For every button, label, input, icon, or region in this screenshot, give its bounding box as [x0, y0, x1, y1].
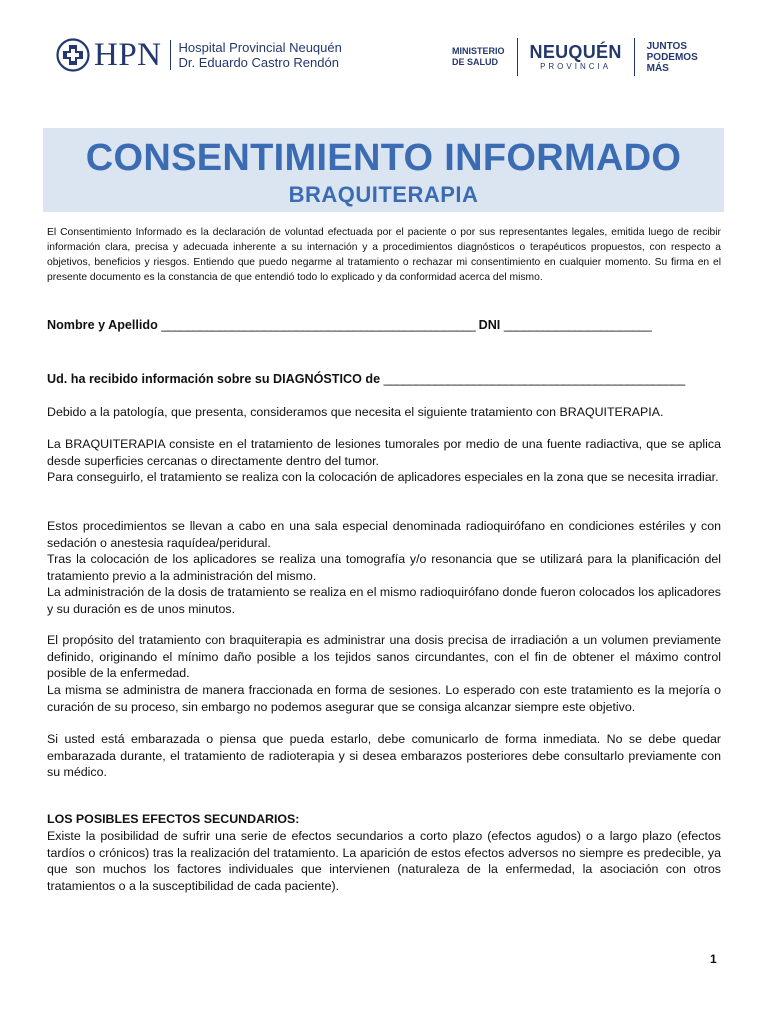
document-title: CONSENTIMIENTO INFORMADO — [85, 137, 682, 179]
dni-field[interactable]: _______________________ — [503, 318, 652, 332]
document-subtitle: BRAQUITERAPIA — [288, 182, 479, 207]
planning-paragraph: Tras la colocación de los aplicadores se realiza una tomografía y/o resonancia que se utilizará para la planificación del tratamiento previo a la administración del mismo. — [47, 552, 721, 583]
hospital-acronym: HPN — [94, 37, 162, 73]
page-header — [0, 0, 768, 100]
hospital-cross-icon — [56, 38, 90, 72]
diagnosis-line — [47, 372, 721, 386]
title-banner — [43, 128, 724, 212]
province-logo — [530, 42, 622, 72]
intro-paragraph: El Consentimiento Informado es la declaración de voluntad efectuada por el paciente o por sus representantes legales, emitida luego de recibir información clara, precisa y adecuada inherente a su internación y a procedimientos diagnósticos o terapéuticos propuestos, con respecto a objetivos, beneficios y riesgos. Entiendo que puedo negarme al tratamiento o rechazar mi consentimiento en cualquier momento. Su firma en el presente documento es la constancia de que entendió todo lo explicado y da conformidad acerca del mismo. — [47, 227, 721, 283]
hospital-name: Hospital Provincial Neuquén — [178, 40, 342, 55]
ministry-line-2: DE SALUD — [452, 57, 499, 67]
hospital-name-block — [179, 40, 342, 70]
slogan-line-2: PODEMOS — [646, 51, 698, 63]
logo-divider — [170, 40, 171, 70]
procedure-paragraph: Estos procedimientos se llevan a cabo en una sala especial denominada radioquirófano en condiciones estériles y con sedación o anestesia raquídea/peridural. — [47, 519, 721, 550]
side-effects-paragraph: Existe la posibilidad de sufrir una serie de efectos secundarios a corto plazo (efectos agudos) o a largo plazo (efectos tardíos o crónicos) tras la realización del tratamiento. La aparición de estos efectos adversos no siempre es predecible, ya que son muchos los factores individuales que intervienen (naturaleza de la enfermedad, la asociación con otros tratamientos o a la susceptibilidad de cada paciente). — [47, 829, 721, 893]
brachytherapy-definition: La BRAQUITERAPIA consiste en el tratamiento de lesiones tumorales por medio de una fuente radiactiva, que se aplica desde superficies cercanas o directamente dentro del tumor. — [47, 437, 721, 468]
ministry-line-1: MINISTERIO — [452, 46, 505, 56]
diagnosis-field[interactable]: _______________________________________________ — [383, 372, 685, 386]
dni-label: DNI — [478, 318, 501, 332]
slogan-line-1: JUNTOS — [646, 40, 688, 52]
diagnosis-label: Ud. ha recibido información sobre su DIAGNÓSTICO de — [47, 372, 381, 386]
applicators-paragraph: Para conseguirlo, el tratamiento se realiza con la colocación de aplicadores especiales en la zona que se necesita irradiar. — [47, 470, 719, 484]
government-logos — [452, 38, 698, 76]
dose-paragraph: La administración de la dosis de tratamiento se realiza en el mismo radioquirófano donde fueron colocados los aplicadores y su duración es de unos minutos. — [47, 585, 721, 616]
name-label: Nombre y Apellido — [47, 318, 158, 332]
slogan-line-3: MÁS — [646, 62, 669, 74]
hospital-director: Dr. Eduardo Castro Rendón — [178, 55, 339, 70]
purpose-paragraph: El propósito del tratamiento con braquiterapia es administrar una dosis precisa de irradiación a un volumen previamente definido, originando el mínimo daño posible a los tejidos sanos circundantes, con el fin de obtener el máximo control posible de la enfermedad. — [47, 633, 721, 680]
name-field[interactable]: _________________________________________________ — [161, 318, 476, 332]
pregnancy-paragraph: Si usted está embarazada o piensa que pueda estarlo, debe comunicarlo de forma inmediata. No se debe quedar embarazada durante, el tratamiento de radioterapia y si desea embarazos posteriores debe consultarlo previamente con su médico. — [47, 732, 721, 779]
treatment-paragraph: Debido a la patología, que presenta, consideramos que necesita el siguiente tratamiento con BRAQUITERAPIA. — [47, 405, 664, 419]
province-name: NEUQUÉN — [529, 42, 622, 62]
ministry-label — [452, 46, 505, 68]
hospital-logo — [56, 38, 342, 72]
logo-separator — [517, 38, 518, 76]
name-dni-line — [47, 318, 721, 332]
sessions-paragraph: La misma se administra de manera fraccionada en forma de sesiones. Lo esperado con este tratamiento es la mejoría o curación de su proceso, sin embargo no podemos asegurar que se consiga alcanzar siempre este objetivo. — [47, 683, 721, 714]
province-label: PROVINCIA — [540, 62, 612, 71]
slogan-logo — [647, 41, 698, 74]
side-effects-heading: LOS POSIBLES EFECTOS SECUNDARIOS: — [47, 812, 300, 826]
page-number: 1 — [710, 952, 717, 966]
logo-separator — [634, 38, 635, 76]
